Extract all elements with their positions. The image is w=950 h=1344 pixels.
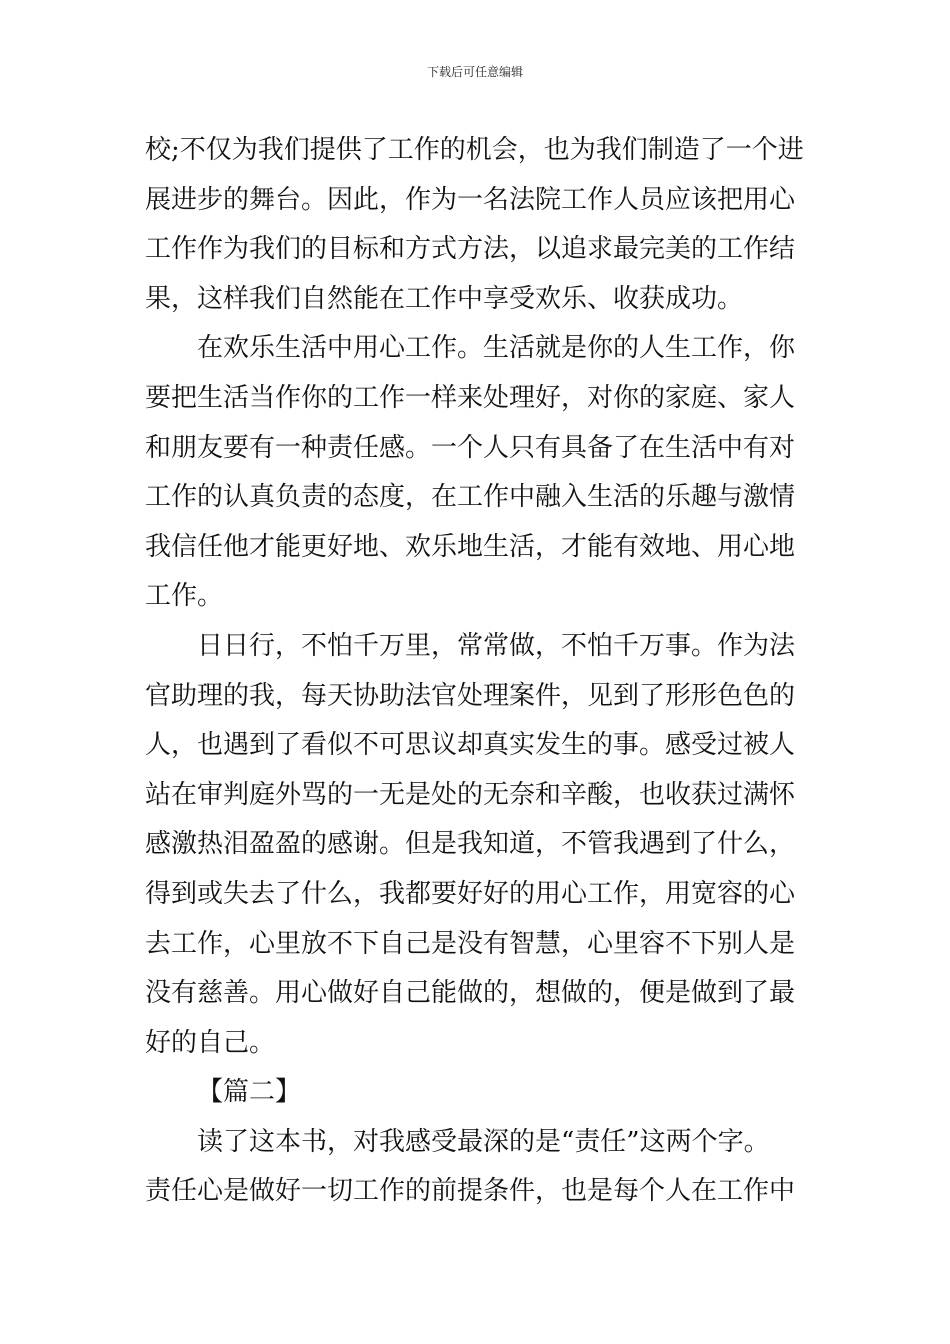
text-line: 展进步的舞台。因此，作为一名法院工作人员应该把用心 <box>145 184 796 215</box>
text-line: 去工作，心里放不下自己是没有智慧，心里容不下别人是 <box>145 928 796 959</box>
document-body <box>145 126 815 1217</box>
text-line: 感激热泪盈盈的感谢。但是我知道，不管我遇到了什么， <box>145 829 796 860</box>
text-line: 校;不仅为我们提供了工作的机会，也为我们制造了一个进 <box>145 135 804 165</box>
paragraph-first-line: 日日行，不怕千万里，常常做，不怕千万事。作为法 <box>197 630 796 661</box>
text-line: 我信任他才能更好地、欢乐地生活，才能有效地、用心地 <box>145 531 796 562</box>
section-heading: 【篇二】 <box>197 1077 302 1108</box>
text-line: 责任心是做好一切工作的前提条件，也是每个人在工作中 <box>145 1176 796 1207</box>
paragraph-first-line: 读了这本书，对我感受最深的是“责任”这两个字。 <box>197 1126 770 1157</box>
text-line: 和朋友要有一种责任感。一个人只有具备了在生活中有对 <box>145 432 796 463</box>
text-line: 站在审判庭外骂的一无是处的无奈和辛酸，也收获过满怀 <box>145 779 796 810</box>
text-line: 官助理的我，每天协助法官处理案件，见到了形形色色的 <box>145 680 796 711</box>
page-header: 下载后可任意编辑 <box>426 65 523 79</box>
text-line: 果，这样我们自然能在工作中享受欢乐、收获成功。 <box>145 283 744 314</box>
text-line: 人，也遇到了看似不可思议却真实发生的事。感受过被人 <box>145 730 796 761</box>
text-line: 工作。 <box>145 581 224 612</box>
text-line: 没有慈善。用心做好自己能做的，想做的，便是做到了最 <box>145 978 796 1009</box>
text-line: 要把生活当作你的工作一样来处理好，对你的家庭、家人 <box>145 382 796 413</box>
paragraph-first-line: 在欢乐生活中用心工作。生活就是你的人生工作，你 <box>197 333 796 364</box>
text-line: 工作作为我们的目标和方式方法，以追求最完美的工作结 <box>145 234 796 265</box>
text-line: 工作的认真负责的态度，在工作中融入生活的乐趣与激情 <box>145 482 796 513</box>
text-line: 好的自己。 <box>145 1027 276 1058</box>
text-line: 得到或失去了什么，我都要好好的用心工作，用宽容的心 <box>145 878 796 909</box>
